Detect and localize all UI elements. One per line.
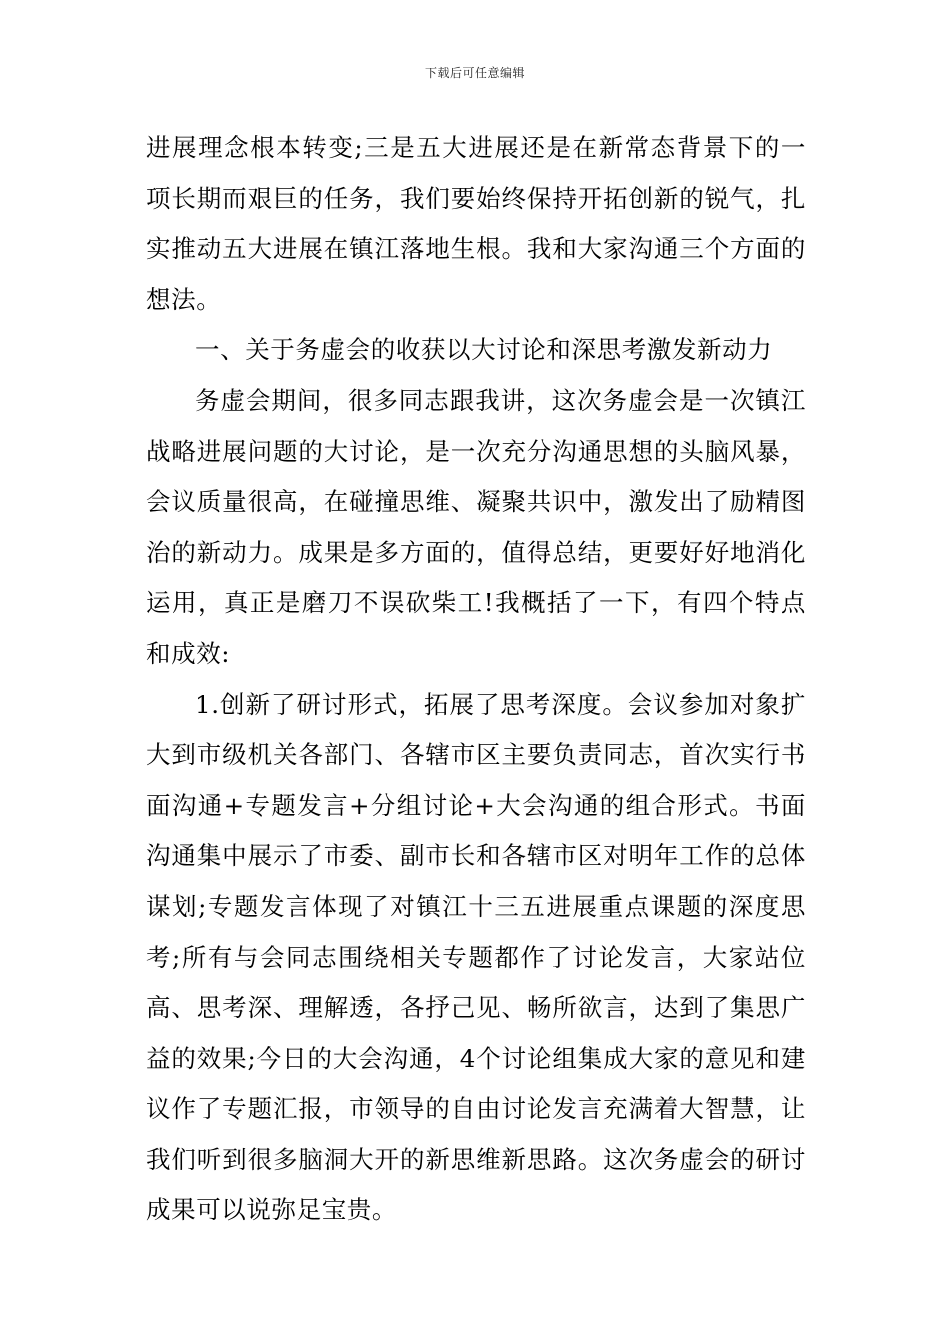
page-header: 下载后可任意编辑 [424, 66, 525, 80]
paragraph-point-1: 1.创新了研讨形式，拓展了思考深度。会议参加对象扩大到市级机关各部门、各辖市区主要负责同志，首次实行书面沟通+专题发言+分组讨论+大会沟通的组合形式。书面沟通集中展示了市委、副市长和各辖市区对明年工作的总体谋划;专题发言体现了对镇江十三五进展重点课题的深度思考;所有与会同志围绕相关专题都作了讨论发言，大家站位高、思考深、理解透，各抒己见、畅所欲言，达到了集思广益的效果;今日的大会沟通，4个讨论组集成大家的意见和建议作了专题汇报，市领导的自由讨论发言充满着大智慧，让我们听到很多脑洞大开的新思维新思路。这次务虚会的研讨成果可以说弥足宝贵。 [146, 689, 806, 1225]
document-body [146, 123, 806, 1236]
section-heading: 一、关于务虚会的收获以大讨论和深思考激发新动力 [195, 335, 773, 365]
paragraph-meeting-overview: 务虚会期间，很多同志跟我讲，这次务虚会是一次镇江战略进展问题的大讨论，是一次充分沟通思想的头脑风暴，会议质量很高，在碰撞思维、凝聚共识中，激发出了励精图治的新动力。成果是多方面的，值得总结，更要好好地消化运用，真正是磨刀不误砍柴工!我概括了一下，有四个特点和成效: [146, 385, 806, 668]
paragraph-continuation: 进展理念根本转变;三是五大进展还是在新常态背景下的一项长期而艰巨的任务，我们要始终保持开拓创新的锐气，扎实推动五大进展在镇江落地生根。我和大家沟通三个方面的想法。 [146, 133, 806, 314]
